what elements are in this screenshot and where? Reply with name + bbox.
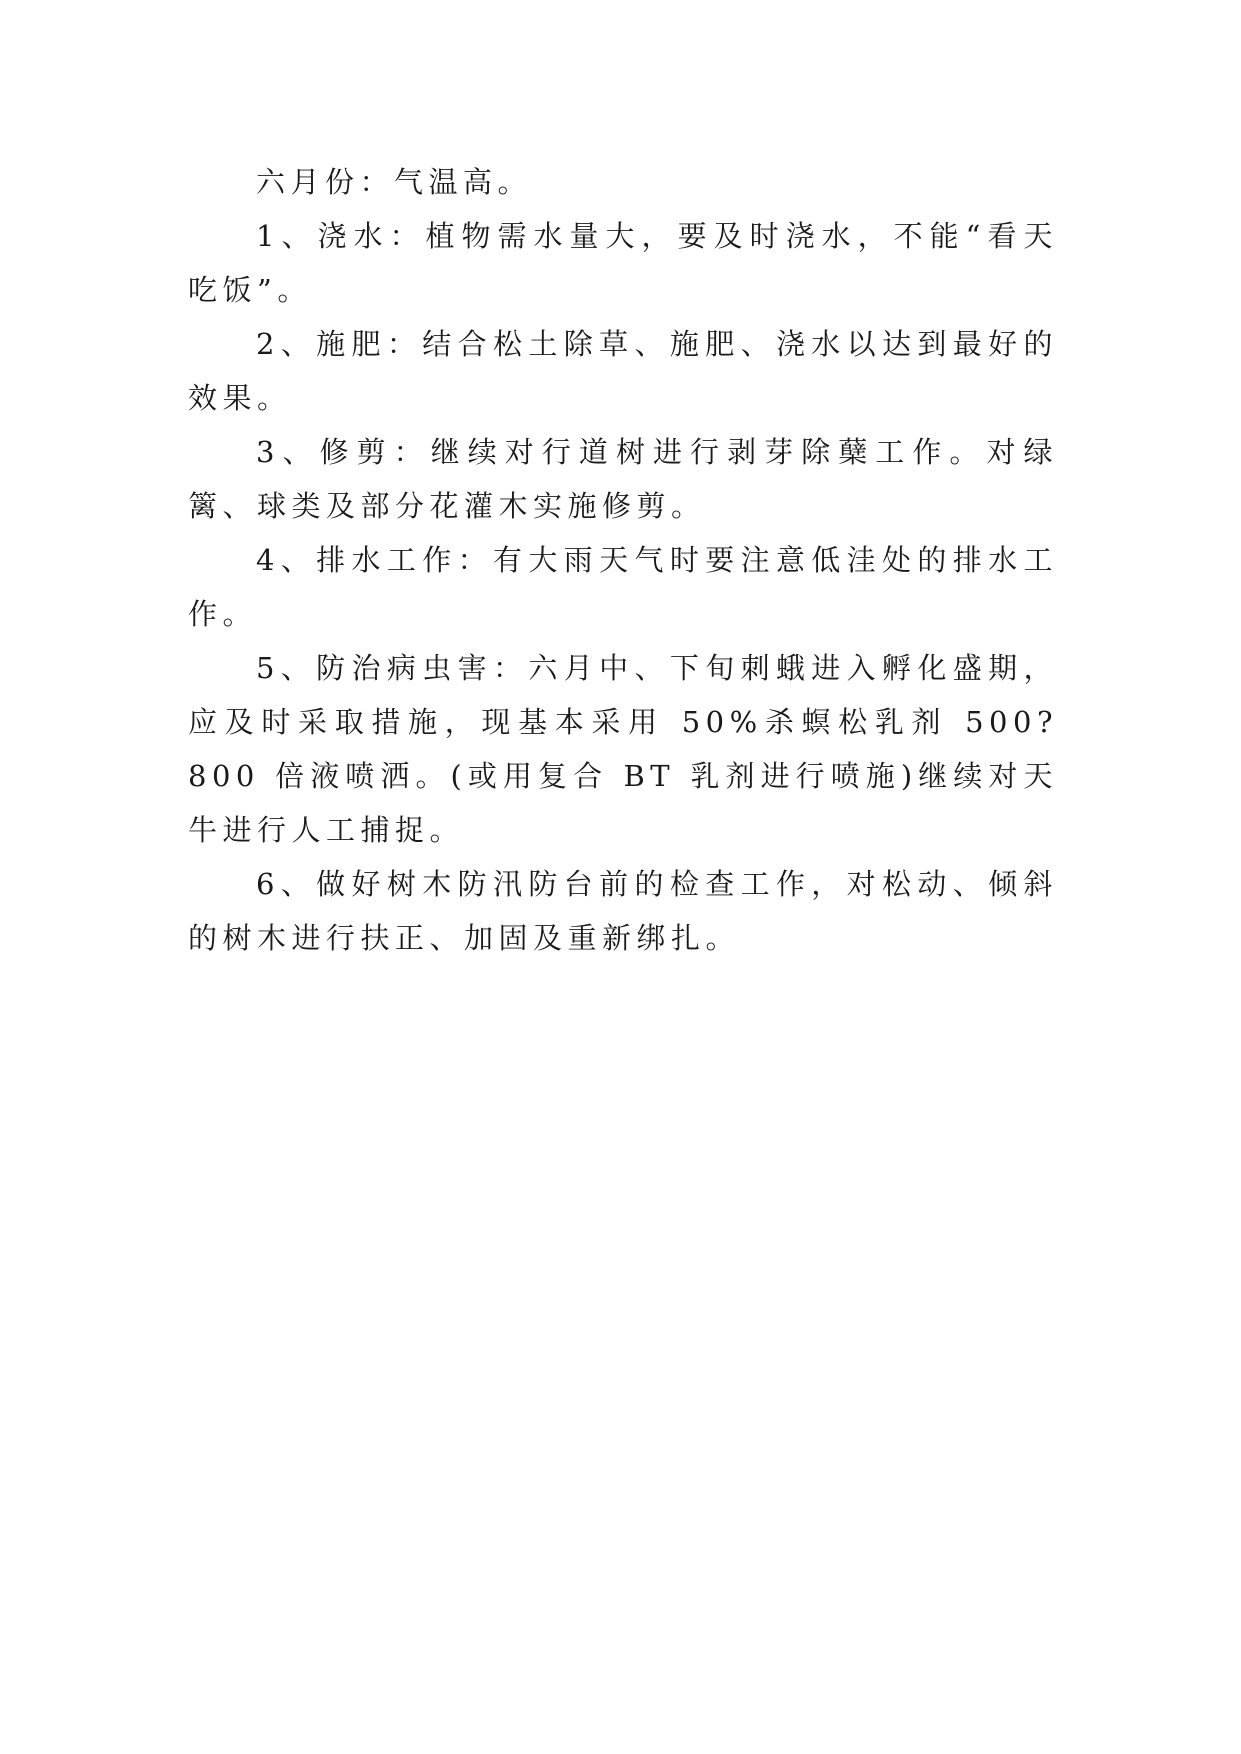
paragraph-flood-check: 6、做好树木防汛防台前的检查工作，对松动、倾斜的树木进行扶正、加固及重新绑扎。 [188, 867, 1058, 955]
paragraph-intro: 六月份：气温高。 [256, 165, 533, 199]
paragraph-drainage: 4、排水工作：有大雨天气时要注意低洼处的排水工作。 [188, 543, 1058, 631]
paragraph-watering: 1、浇水：植物需水量大，要及时浇水，不能“看天吃饭”。 [188, 219, 1058, 307]
paragraph-fertilizing: 2、施肥：结合松土除草、施肥、浇水以达到最好的效果。 [188, 327, 1058, 415]
paragraph-pest-control: 5、防治病虫害：六月中、下旬刺蛾进入孵化盛期，应及时采取措施，现基本采用 50%杀螟松乳剂 500?800 倍液喷洒。(或用复合 BT 乳剂进行喷施)继续对天牛进行人工捕捉。 [188, 651, 1058, 847]
document-body [188, 155, 1058, 965]
paragraph-pruning: 3、修剪：继续对行道树进行剥芽除蘖工作。对绿篱、球类及部分花灌木实施修剪。 [188, 435, 1058, 523]
